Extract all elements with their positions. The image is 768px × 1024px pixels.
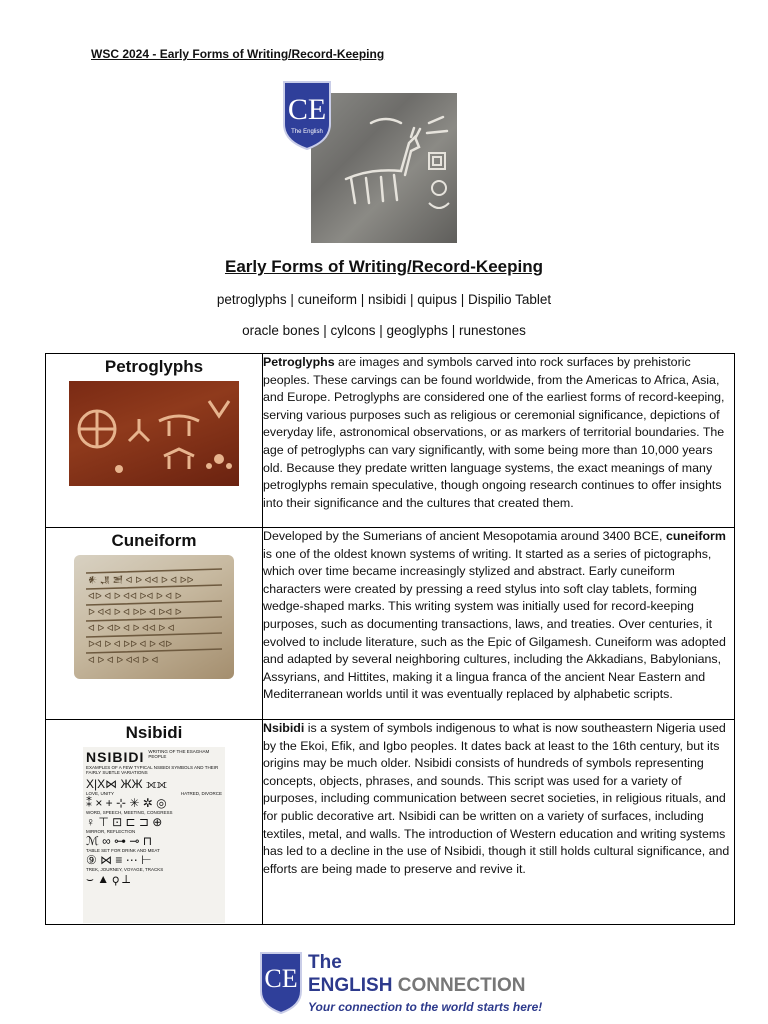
footer-shield-logo (259, 951, 303, 1015)
petroglyphs-title: Petroglyphs (104, 357, 204, 376)
cuneiform-text (263, 528, 735, 720)
petroglyphs-image (69, 381, 239, 486)
logo-small-text: The English (291, 129, 323, 135)
topics-line-2: oracle bones | cylcons | geoglyphs | runestones (242, 323, 526, 338)
nsibidi-chart-heading-side: WRITING OF THE ESAGHAM PEOPLE (148, 749, 210, 759)
row-cuneiform (46, 528, 735, 720)
footer-tagline: Your connection to the world starts here! (308, 1000, 543, 1014)
nsibidi-symbol-row: ℳ ∞ ⊶ ⊸ ⊓ TABLE SET FOR DRINK AND MEAT (86, 834, 160, 853)
cuneiform-tablet-image (74, 555, 234, 679)
nsibidi-symbol-row: ♀ ⊤ ⊡ ⊏ ⊐ ⊕ MIRROR, REFLECTION (86, 815, 163, 834)
nsibidi-text (263, 720, 735, 925)
cuneiform-title: Cuneiform (111, 531, 197, 550)
document-title: Early Forms of Writing/Record-Keeping (224, 257, 543, 276)
svg-text:ᐊ ᐅ ᐊ ᐅ ᐊᐊ ᐅ ᐊ: ᐊ ᐅ ᐊ ᐅ ᐊᐊ ᐅ ᐊ (88, 655, 159, 665)
svg-text:ᐅᐊ ᐅ ᐊ ᐅᐅ ᐊ ᐅ ᐊᐅ: ᐅᐊ ᐅ ᐊ ᐅᐅ ᐊ ᐅ ᐊᐅ (88, 639, 173, 649)
footer-brand-line-2: ENGLISH CONNECTION (308, 975, 526, 996)
nsibidi-chart-heading: NSIBIDI (86, 749, 145, 765)
petroglyphs-lead: Petroglyphs (263, 355, 335, 369)
topics-line-1: petroglyphs | cuneiform | nsibidi | quipus | Dispilio Tablet (216, 292, 552, 307)
svg-text:CE: CE (264, 964, 298, 993)
nsibidi-chart-image (83, 747, 225, 923)
page-header: WSC 2024 - Early Forms of Writing/Record-Keeping (91, 47, 385, 61)
nsibidi-chart-sub: EXAMPLES OF A FEW TYPICAL NSIBIDI SYMBOLS AND THEIR FAIRLY SUBTLE VARIATIONS (86, 765, 219, 775)
footer-brand-line-1: The (308, 952, 342, 973)
svg-text:𒀭 𒂗 𒍪 ᐊ ᐅ ᐊᐊ ᐅ ᐊ ᐅᐅ: 𒀭 𒂗 𒍪 ᐊ ᐅ ᐊᐊ ᐅ ᐊ ᐅᐅ (88, 575, 194, 585)
svg-text:ᐊᐅ ᐊ ᐅ ᐊᐊ ᐅᐊ ᐅ ᐊ ᐅ: ᐊᐅ ᐊ ᐅ ᐊᐊ ᐅᐊ ᐅ ᐊ ᐅ (88, 591, 182, 601)
cuneiform-body: is one of the oldest known systems of writing. It started as a series of pictographs, which over time became increasingly stylized and abstract. Early cuneiform characters were created by pressing a reed stylus into soft clay tablets, forming wedge-shaped marks. This writing system was initially used for record-keeping purposes, such as documenting transactions, laws, and treaties. Over centuries, it evolved to include literature, such as the Epic of Gilgamesh. Cuneiform was adopted and adapted by several neighboring cultures, including the Akkadians, Babylonians, Assyrians, and Hittites, making it a lingua franca of the ancient Near Eastern and Mediterranean worlds until it was eventually replaced by alphabetic scripts. (263, 546, 726, 702)
nsibidi-symbol-row: ⑨ ⋈ ≡ ⋯ ⊢ TREK, JOURNEY, VOYAGE, TRACKS (86, 853, 164, 872)
nsibidi-body: is a system of symbols indigenous to what is now southeastern Nigeria used by the Ekoi, Efik, and Igbo peoples. It dates back at least to the 16th century, but its origins may be much older. Nsibidi consists of hundreds of symbols representing concepts, objects, phrases, and sounds. This script was used for a variety of purposes, including communication between secret societies, in religious rituals, and for public decorative art. Nsibidi can be written on a variety of surfaces, including textiles, metal, and walls. The introduction of Western education and writing systems has led to a decline in the use of Nsibidi, though it still holds cultural significance, and efforts are being made to preserve and revive it. (263, 721, 730, 876)
english-connection-shield-logo (281, 79, 333, 151)
svg-text:ᐊ ᐅ ᐊᐅ ᐊ ᐅ ᐊᐊ ᐅ ᐊ: ᐊ ᐅ ᐊᐅ ᐊ ᐅ ᐊᐊ ᐅ ᐊ (88, 623, 175, 633)
cuneiform-lead: cuneiform (665, 529, 726, 543)
cuneiform-left-cell (46, 528, 263, 720)
row-nsibidi (46, 720, 735, 925)
nsibidi-left-cell (46, 720, 263, 925)
row-petroglyphs (46, 354, 735, 528)
nsibidi-symbol-row: ⌣ ▲ ⚲ ⊥ (86, 872, 131, 886)
nsibidi-lead: Nsibidi (263, 721, 305, 735)
logo-letters: CE (287, 93, 327, 126)
petroglyphs-body: are images and symbols carved into rock surfaces by prehistoric peoples. These carvings can be found worldwide, from the Americas to Africa, Asia, and Europe. Petroglyphs are considered one of the earliest forms of record-keeping, serving various purposes such as religious or ceremonial significance, depictions of everyday life, astronomical observations, or as markers of territorial boundaries. The age of petroglyphs can vary significantly, with some being more than 10,000 years old. Because they predate written language systems, the exact meanings of many petroglyphs remain speculative, though ongoing research continues to offer insights into their significance and the cultures that created them. (263, 355, 725, 510)
content-table (45, 353, 735, 925)
cuneiform-pre: Developed by the Sumerians of ancient Mesopotamia around 3400 BCE, (263, 529, 666, 543)
nsibidi-title: Nsibidi (125, 723, 183, 742)
petroglyphs-left-cell (46, 354, 263, 528)
nsibidi-symbol-row: X|X⋈ ЖЖ ⟗⟗ LOVE, UNITY HATRED, DIVORCE (86, 777, 222, 796)
petroglyphs-text (263, 354, 735, 528)
svg-text:ᐅ ᐊᐊ ᐅ ᐊ ᐅᐅ ᐊ ᐅᐊ ᐅ: ᐅ ᐊᐊ ᐅ ᐊ ᐅᐅ ᐊ ᐅᐊ ᐅ (88, 607, 182, 617)
nsibidi-symbol-row: ⁑ × + ⊹ ✳ ✲ ◎ WORD, SPEECH, MEETING, CONGRESS (86, 796, 173, 815)
hero-image-group (281, 79, 458, 244)
